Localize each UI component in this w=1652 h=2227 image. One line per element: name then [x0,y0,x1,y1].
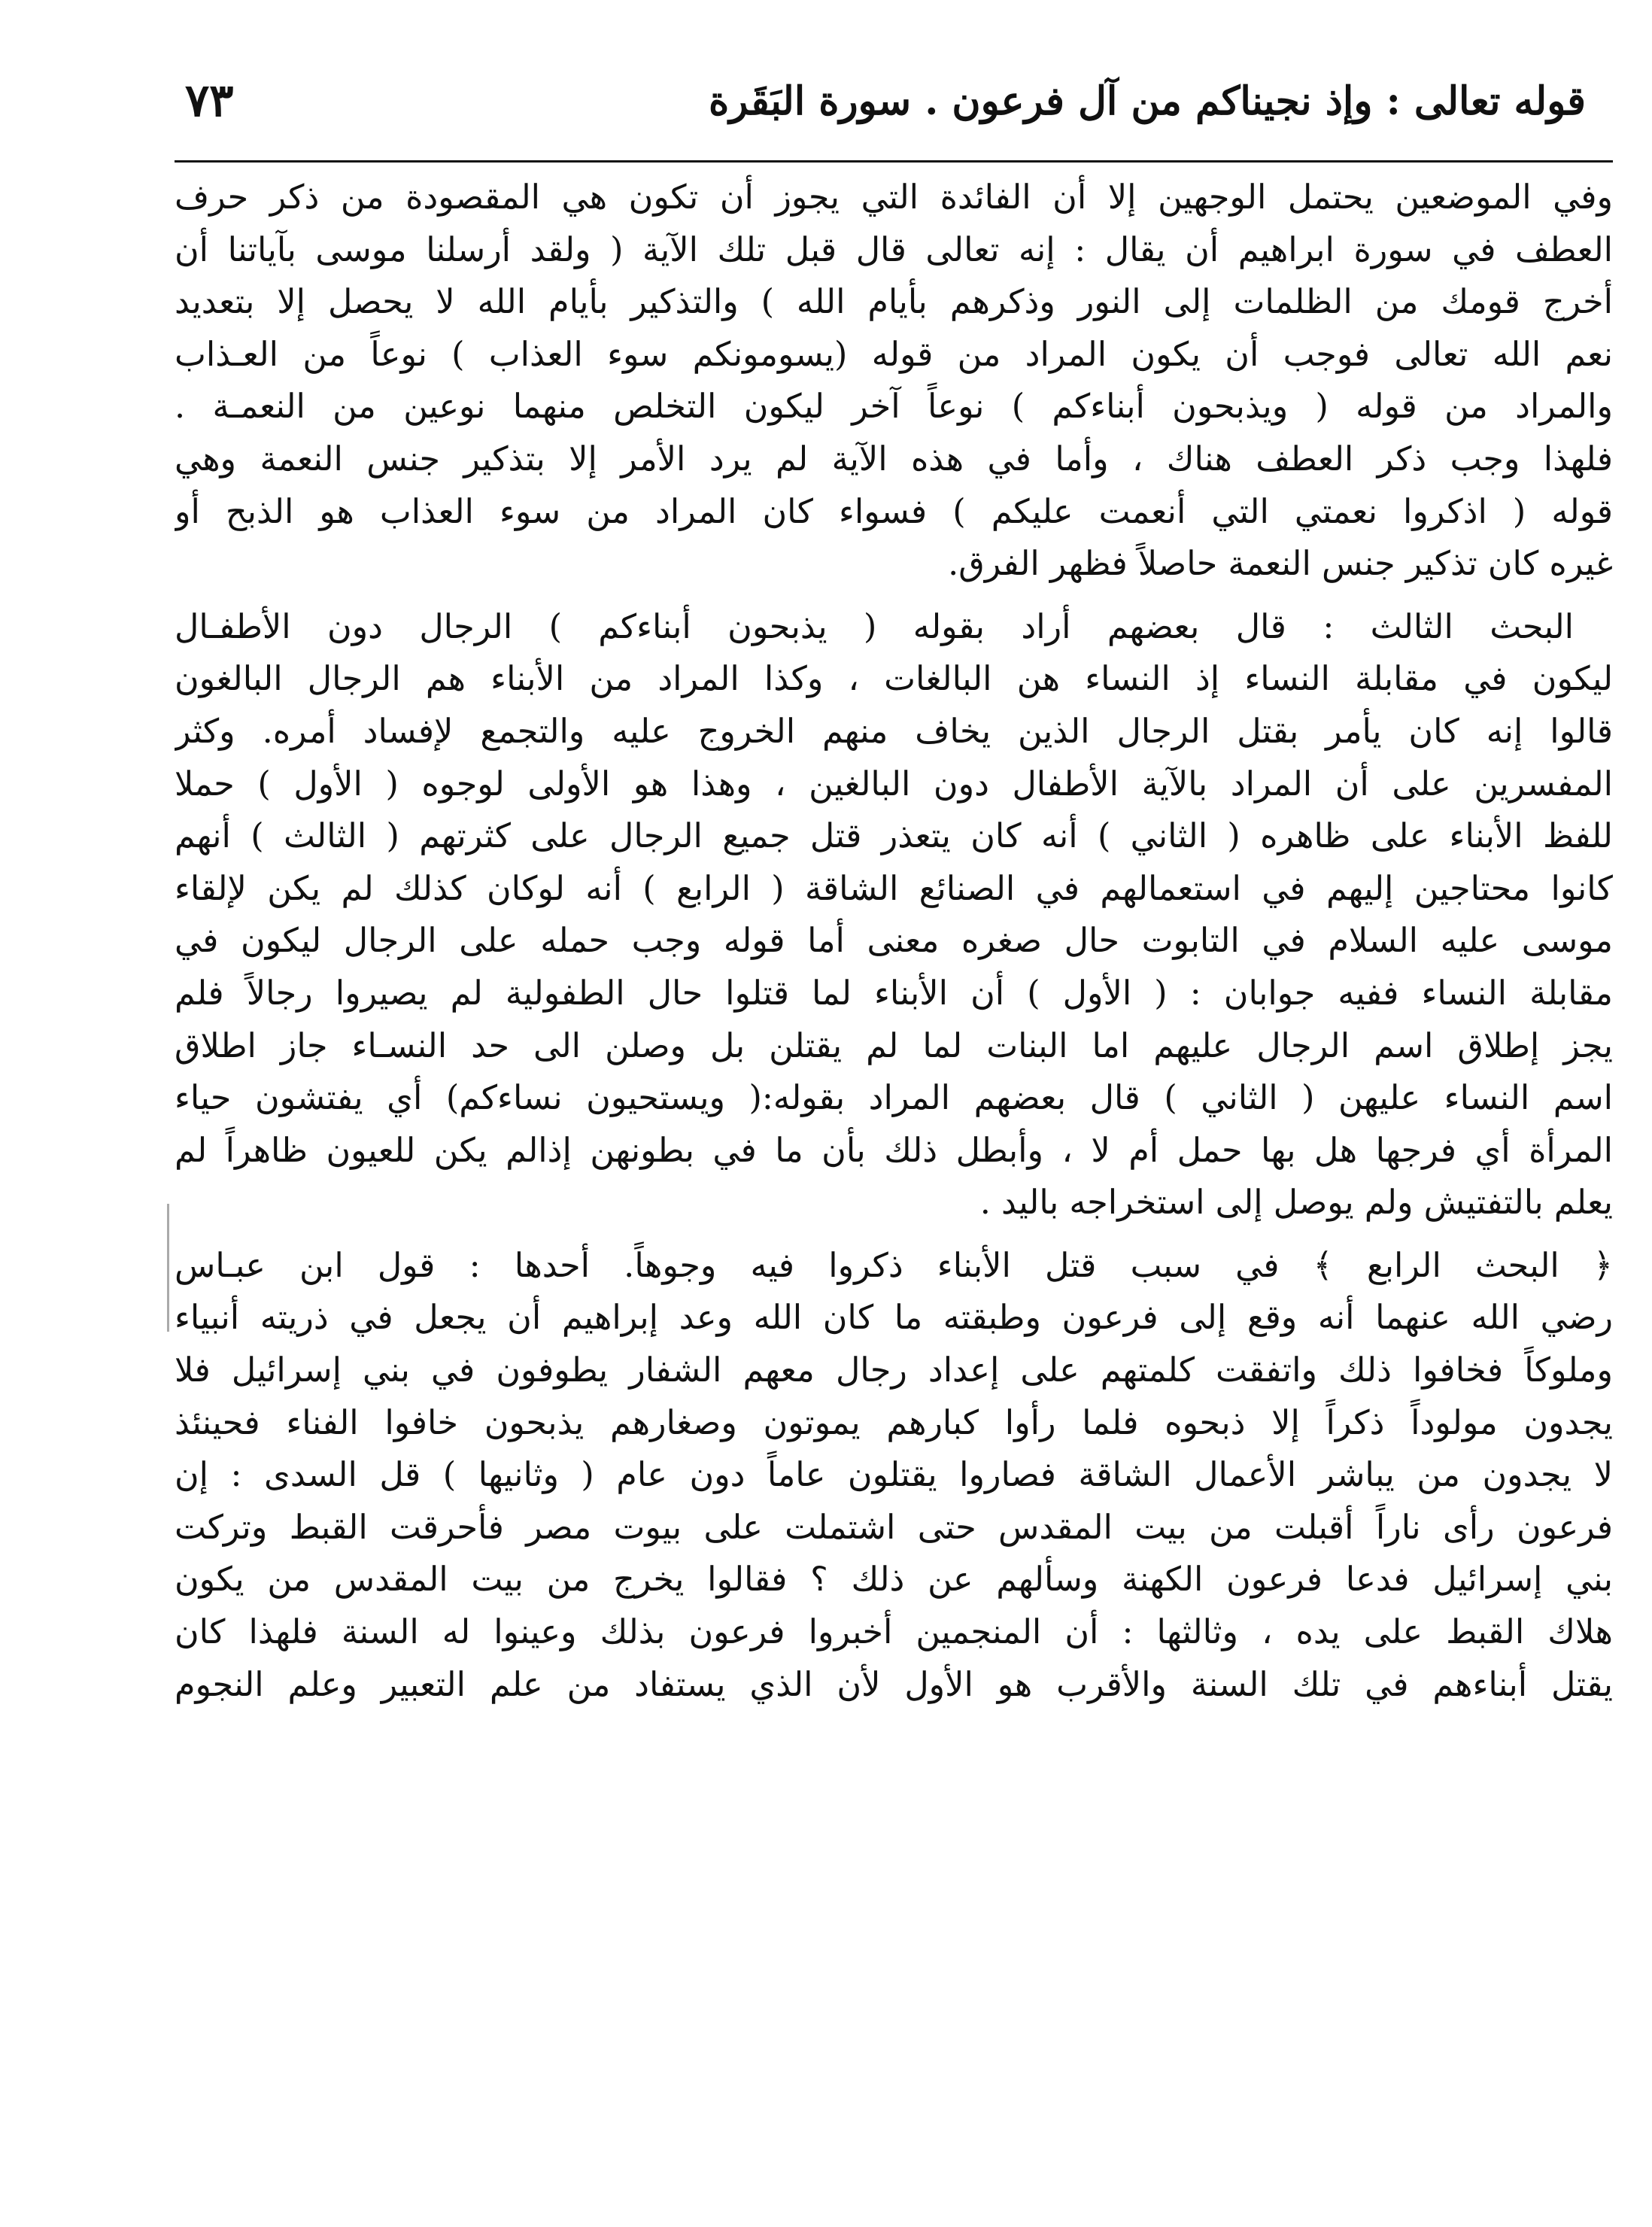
paragraph [175,601,1613,1229]
text-line: أخرج قومك من الظلمات إلى النور وذكرهم بأيام الله ) والتذكير بأيام الله لا يحصل إلا بتعديد [175,283,1613,322]
text-line: غيره كان تذكير جنس النعمة حاصلاً فظهر الفرق. [948,545,1613,584]
text-line: موسى عليه السلام في التابوت حال صغره معنى أما قوله وجب حمله على الرجال ليكون في [175,922,1613,961]
text-line: وملوكاً فخافوا ذلك واتفقت كلمتهم على إعداد رجال معهم الشفار يطوفون في بني إسرائيل فلا [175,1351,1613,1390]
body-text [175,172,1613,1711]
text-line: اسم النساء عليهن ( الثاني ) قال بعضهم المراد بقوله:( ويستحيون نساءكم) أي يفتشون حياء [175,1079,1613,1118]
header-rule [175,160,1613,163]
text-line: ليكون في مقابلة النساء إذ النساء هن البالغات ، وكذا المراد من الأبناء هم الرجال البالغون [175,660,1613,699]
text-line: لا يجدون من يباشر الأعمال الشاقة فصاروا يقتلون عاماً دون عام ( وثانيها ) قل السدى : إن [175,1456,1613,1495]
text-line: يعلم بالتفتيش ولم يوصل إلى استخراجه باليد . [979,1183,1613,1223]
page-header [175,69,1613,132]
text-line: كانوا محتاجين إليهم في استعمالهم في الصنائع الشاقة ( الرابع ) أنه لوكان كذلك لم يكن لإلقاء [175,869,1613,908]
text-line: المفسرين على أن المراد بالآية الأطفال دون البالغين ، وهذا هو الأولى لوجوه ( الأول ) حملا [175,764,1613,804]
paragraph [175,172,1613,591]
text-line: بني إسرائيل فدعا فرعون الكهنة وسألهم عن ذلك ؟ فقالوا يخرج من بيت المقدس من يكون [175,1560,1613,1600]
text-line: نعم الله تعالى فوجب أن يكون المراد من قوله (يسومونكم سوء العذاب ) نوعاً من العـذاب [175,335,1613,374]
scan-mark [167,1204,169,1332]
paragraph-gap [175,1229,1613,1240]
text-line: للفظ الأبناء على ظاهره ( الثاني ) أنه كان يتعذر قتل جميع الرجال على كثرتهم ( الثالث ) أنهم [175,817,1613,856]
text-line: قوله ( اذكروا نعمتي التي أنعمت عليكم ) فسواء كان المراد من سوء العذاب هو الذبح أو [175,492,1613,531]
paragraph [175,1240,1613,1711]
text-line: فلهذا وجب ذكر العطف هناك ، وأما في هذه الآية لم يرد الأمر إلا بتذكير جنس النعمة وهي [175,439,1613,479]
text-line: قالوا إنه كان يأمر بقتل الرجال الذين يخاف منهم الخروج عليه والتجمع لإفساد أمره. وكثر [175,712,1613,751]
text-line: فرعون رأى ناراً أقبلت من بيت المقدس حتى اشتملت على بيوت مصر فأحرقت القبط وتركت [175,1508,1613,1547]
running-title: قوله تعالى : وإذ نجيناكم من آل فرعون . سورة البَقَرة [708,77,1586,124]
paragraph-gap [175,591,1613,601]
text-line: مقابلة النساء ففيه جوابان : ( الأول ) أن الأبناء لما قتلوا حال الطفولية لم يصيروا رجالاً فلم [175,974,1613,1013]
text-line: وفي الموضعين يحتمل الوجهين إلا أن الفائدة التي يجوز أن تكون هي المقصودة من ذكر حرف [175,178,1613,217]
text-line: هلاك القبط على يده ، وثالثها : أن المنجمين أخبروا فرعون بذلك وعينوا له السنة فلهذا كان [175,1613,1613,1652]
text-line: البحث الثالث : قال بعضهم أراد بقوله ( يذبحون أبناءكم ) الرجال دون الأطفـال [175,607,1574,646]
text-line: رضي الله عنهما أنه وقع إلى فرعون وطبقته ما كان الله وعد إبراهيم أن يجعل في ذريته أنبياء [175,1299,1613,1338]
text-line: يجز إطلاق اسم الرجال عليهم اما البنات لما لم يقتلن بل وصلن الى حد النسـاء جاز اطلاق [175,1026,1613,1065]
text-line: ﴿ البحث الرابع ﴾ في سبب قتل الأبناء ذكروا فيه وجوهاً. أحدها : قول ابن عبـاس [175,1246,1613,1285]
text-line: المرأة أي فرجها هل بها حمل أم لا ، وأبطل ذلك بأن ما في بطونهن إذالم يكن للعيون ظاهراً لم [175,1131,1613,1170]
text-line: يجدون مولوداً ذكراً إلا ذبحوه فلما رأوا كبارهم يموتون وصغارهم يذبحون خافوا الفناء فحينئذ [175,1403,1613,1442]
text-line: العطف في سورة ابراهيم أن يقال : إنه تعالى قال قبل تلك الآية ( ولقد أرسلنا موسى بآياتنا أن [175,230,1613,269]
text-line: يقتل أبناءهم في تلك السنة والأقرب هو الأول لأن الذي يستفاد من علم التعبير وعلم النجوم [175,1665,1613,1704]
page-number: ٧٣ [185,74,234,127]
text-line: والمراد من قوله ( ويذبحون أبناءكم ) نوعاً آخر ليكون التخلص منهما نوعين من النعمـة . [175,387,1613,427]
